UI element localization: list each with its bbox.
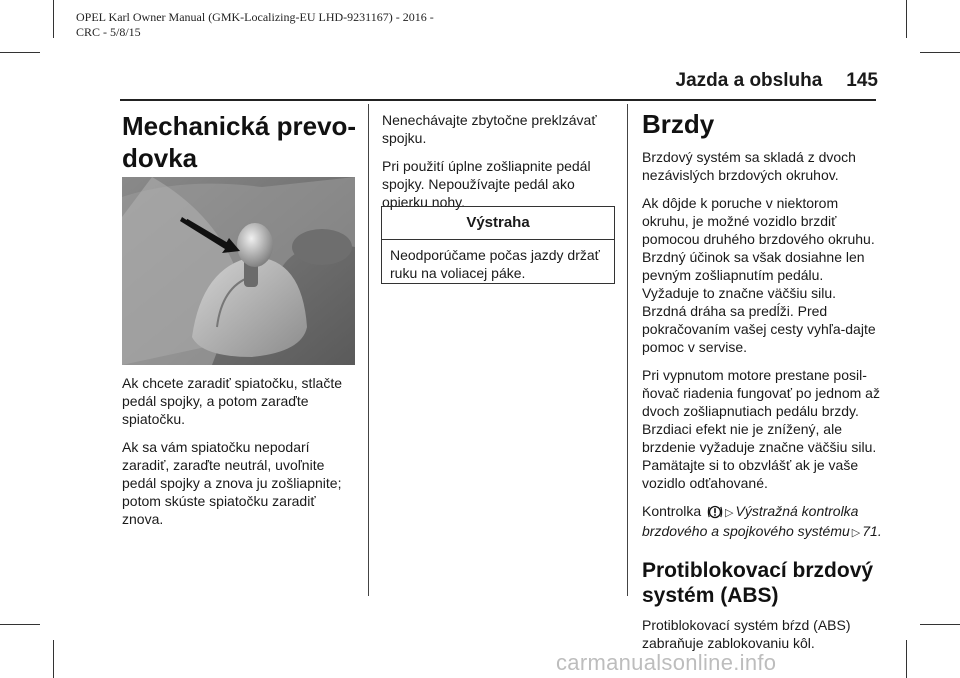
left-column bbox=[122, 110, 358, 174]
section-name: Jazda a obsluha bbox=[675, 70, 823, 91]
crop-mark bbox=[53, 0, 54, 38]
page-reference-arrow-icon: ▷ bbox=[851, 527, 861, 539]
crop-mark bbox=[906, 640, 907, 678]
paragraph: Protiblokovací systém bŕzd (ABS) zabraňuje zablokovaniu kôl. bbox=[642, 617, 851, 651]
warning-title: Výstraha bbox=[382, 207, 614, 240]
warning-text: Neodporúčame počas jazdy držať ruku na voliacej páke. bbox=[390, 247, 600, 281]
left-column-body bbox=[122, 374, 358, 538]
column-divider bbox=[368, 104, 369, 596]
right-column bbox=[642, 108, 882, 662]
warning-lamp-link[interactable]: Výstražná kontrolka brzdového a spojkového systému bbox=[642, 503, 859, 539]
meta-line-1: OPEL Karl Owner Manual (GMK-Localizing-EU LHD-9231167) - 2016 - bbox=[76, 10, 434, 24]
paragraph: Ak dôjde k poruche v niektorom okruhu, je možné vozidlo brzdiť pomocou druhého brzdového okruhu. Brzdný účinok sa však dosiahne len pevným zošliapnutím pedálu. Vyžaduje to značne väčšiu silu. Brzdná dráha sa predĺži. Pred pokračovaním vašej cesty vyhľa-dajte pomoc v servise. bbox=[642, 195, 876, 355]
page-number: 145 bbox=[846, 70, 878, 91]
crop-mark bbox=[0, 52, 40, 53]
meta-line-2: CRC - 5/8/15 bbox=[76, 25, 141, 39]
crop-mark bbox=[53, 640, 54, 678]
header-rule bbox=[120, 99, 876, 101]
watermark: carmanualsonline.info bbox=[556, 650, 777, 675]
page-reference-arrow-icon: ▷ bbox=[725, 507, 734, 519]
running-header bbox=[665, 70, 878, 92]
crop-mark bbox=[906, 0, 907, 38]
warning-lamp-reference: Kontrolka ▷ Výstražná kontrolka brzdového a spojkového systému ▷ 71. bbox=[642, 503, 882, 539]
abs-heading bbox=[642, 558, 882, 608]
crop-mark bbox=[920, 624, 960, 625]
crop-mark bbox=[920, 52, 960, 53]
brake-warning-lamp-icon bbox=[707, 504, 723, 520]
warning-box bbox=[381, 206, 615, 284]
kontrolka-label: Kontrolka bbox=[642, 503, 702, 519]
manual-transmission-heading bbox=[122, 110, 358, 174]
heading-line-2: dovka bbox=[122, 143, 198, 173]
paragraph: Ak chcete zaradiť spiatočku, stlačte pedál spojky, a potom zaraďte spiatočku. bbox=[122, 375, 343, 427]
brakes-heading: Brzdy bbox=[642, 109, 715, 139]
paragraph: Ak sa vám spiatočku nepodarí zaradiť, zaraďte neutrál, uvoľnite pedál spojky a znova ju zošliapnite; potom skúste spiatočku zaradiť znova. bbox=[122, 439, 342, 527]
document-meta bbox=[76, 10, 434, 40]
paragraph: Pri vypnutom motore prestane posil-ňovač riadenia fungovať po jednom až dvoch zošliapnutiach pedálu brzdy. Brzdiaci efekt nie je znížený, ale brzdenie vyžaduje značne väčšiu silu. Pamätajte si to obzvlášť ak je vaše vozidlo odťahované. bbox=[642, 367, 880, 491]
crop-mark bbox=[0, 624, 40, 625]
gear-lever-photo bbox=[122, 177, 355, 365]
paragraph: Nenechávajte zbytočne preklzávať spojku. bbox=[382, 112, 597, 146]
paragraph: Pri použití úplne zošliapnite pedál spojky. Nepoužívajte pedál ako opierku nohy. bbox=[382, 158, 591, 210]
column-divider bbox=[627, 104, 628, 596]
heading-line-1: Mechanická prevo- bbox=[122, 111, 357, 141]
page-reference[interactable]: 71 bbox=[862, 523, 878, 539]
abs-heading-line-2: systém (ABS) bbox=[642, 584, 779, 607]
paragraph: Brzdový systém sa skladá z dvoch nezávislých brzdových okruhov. bbox=[642, 149, 856, 183]
abs-heading-line-1: Protiblokovací brzdový bbox=[642, 559, 874, 582]
middle-column bbox=[382, 111, 616, 221]
